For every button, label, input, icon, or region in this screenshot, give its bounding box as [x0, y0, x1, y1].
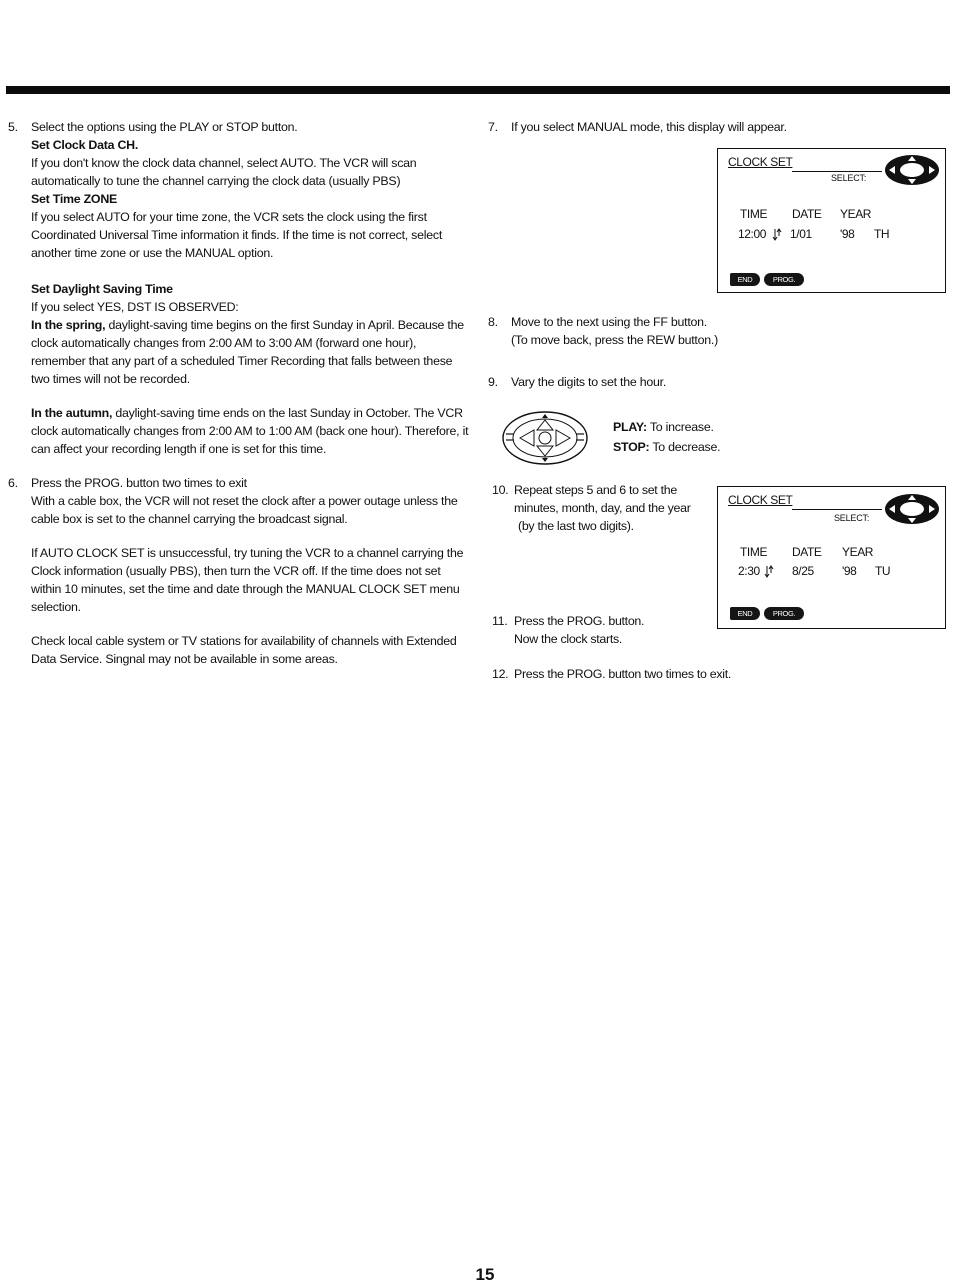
header-year: YEAR	[842, 545, 874, 559]
spring-lead: In the spring,	[31, 318, 106, 332]
step-number: 10.	[492, 483, 509, 497]
play-line	[613, 417, 720, 437]
end-button-icon: END	[730, 607, 760, 620]
end-button-icon: END	[730, 273, 760, 286]
step-number: 11.	[492, 614, 508, 628]
year-value: '98	[842, 564, 857, 578]
day-value: TH	[874, 227, 890, 241]
step-11-text-2: Now the clock starts.	[514, 632, 623, 646]
time-value: 2:30	[738, 564, 760, 578]
step-11-text: Press the PROG. button.	[514, 614, 645, 628]
step-10	[492, 481, 720, 535]
step-9	[488, 373, 951, 391]
clock-set-display-1	[717, 148, 946, 293]
step-number: 6.	[8, 476, 18, 490]
spring-text: daylight-saving time begins on the first Sunday in April. Because the clock automatically changes from 2:00 AM to 3:00 AM (forward one hour), remember that any part of a scheduled Timer Recording that falls between these two times will not be recorded.	[31, 318, 464, 386]
header-time: TIME	[740, 207, 768, 221]
up-down-arrow-icon	[772, 228, 782, 241]
paragraph-dst-observed: If you select YES, DST IS OBSERVED:	[31, 300, 239, 314]
year-value: '98	[840, 227, 855, 241]
step-number: 5.	[8, 120, 18, 134]
title-underline	[792, 171, 882, 172]
title-underline	[792, 509, 882, 510]
heading-daylight-saving: Set Daylight Saving Time	[31, 282, 173, 296]
step-number: 12.	[492, 667, 509, 681]
select-dial-icon	[884, 493, 940, 525]
step-6	[8, 474, 470, 668]
step-8-text: Move to the next using the FF button.	[511, 315, 708, 329]
autumn-lead: In the autumn,	[31, 406, 113, 420]
step-8-text-2: (To move back, press the REW button.)	[511, 333, 718, 347]
step-number: 9.	[488, 375, 498, 389]
stop-label: STOP:	[613, 440, 650, 454]
date-value: 8/25	[792, 564, 814, 578]
day-value: TU	[875, 564, 891, 578]
step-6-exit: Press the PROG. button two times to exit	[31, 476, 247, 490]
play-stop-legend	[613, 417, 720, 457]
date-value: 1/01	[790, 227, 812, 241]
paragraph-auto-clock-set: If AUTO CLOCK SET is unsuccessful, try tuning the VCR to a channel carrying the Clock information (usually PBS), then turn the VCR off. If the time does not set within 10 minutes, set the time and date through the MANUAL CLOCK SET menu selection.	[31, 546, 464, 614]
stop-text: To decrease.	[649, 440, 721, 454]
up-down-arrow-icon	[764, 565, 774, 578]
remote-pad-icon	[500, 410, 590, 466]
paragraph-spring	[31, 316, 470, 388]
osd-select-label: SELECT:	[831, 173, 867, 183]
step-5-intro: Select the options using the PLAY or STOP button.	[31, 120, 298, 134]
step-11	[492, 612, 720, 648]
heading-time-zone: Set Time ZONE	[31, 192, 118, 206]
play-label: PLAY:	[613, 420, 647, 434]
autumn-text: daylight-saving time ends on the last Sunday in October. The VCR clock automatically changes from 2:00 AM to 1:00 AM (back one hour). Therefore, it can affect your recording length if one is set for this time.	[31, 406, 469, 456]
step-5	[8, 118, 470, 458]
paragraph-time-zone: If you select AUTO for your time zone, the VCR sets the clock using the first Coordinated Universal Time information it finds. If the time is not correct, select another time zone or use the MANUAL option.	[31, 210, 443, 260]
header-time: TIME	[740, 545, 768, 559]
time-value: 12:00	[738, 227, 767, 241]
paragraph-clock-data: If you don't know the clock data channel, select AUTO. The VCR will scan automatically to tune the channel carrying the clock data (usually PBS)	[31, 156, 417, 188]
header-date: DATE	[792, 545, 822, 559]
prog-button-icon: PROG.	[764, 273, 804, 286]
header-year: YEAR	[840, 207, 872, 221]
step-12-text: Press the PROG. button two times to exit.	[514, 667, 732, 681]
step-9-text: Vary the digits to set the hour.	[511, 375, 667, 389]
step-12	[492, 665, 954, 683]
prog-button-icon: PROG.	[764, 607, 804, 620]
osd-title: CLOCK SET	[728, 493, 793, 507]
paragraph-autumn	[31, 404, 470, 458]
step-8	[488, 313, 951, 349]
stop-line	[613, 437, 720, 457]
paragraph-eds: Check local cable system or TV stations for availability of channels with Extended Data Service. Singnal may not be available in some areas.	[31, 634, 457, 666]
step-7-text: If you select MANUAL mode, this display will appear.	[511, 120, 787, 134]
page-number: 15	[475, 1265, 495, 1284]
clock-set-display-2	[717, 486, 946, 629]
left-column	[8, 118, 470, 668]
step-10-text: Repeat steps 5 and 6 to set the minutes, month, day, and the year	[514, 483, 691, 515]
header-rule	[6, 86, 950, 94]
osd-select-label: SELECT:	[834, 513, 870, 523]
heading-clock-data: Set Clock Data CH.	[31, 138, 139, 152]
paragraph-cable-box: With a cable box, the VCR will not reset the clock after a power outage unless the cable box is set to the channel carrying the broadcast signal.	[31, 494, 458, 526]
step-number: 8.	[488, 315, 498, 329]
step-number: 7.	[488, 120, 498, 134]
header-date: DATE	[792, 207, 822, 221]
play-text: To increase.	[646, 420, 714, 434]
step-10-text-2: (by the last two digits).	[518, 519, 634, 533]
osd-title: CLOCK SET	[728, 155, 793, 169]
select-dial-icon	[884, 154, 940, 186]
step-7	[488, 118, 951, 136]
